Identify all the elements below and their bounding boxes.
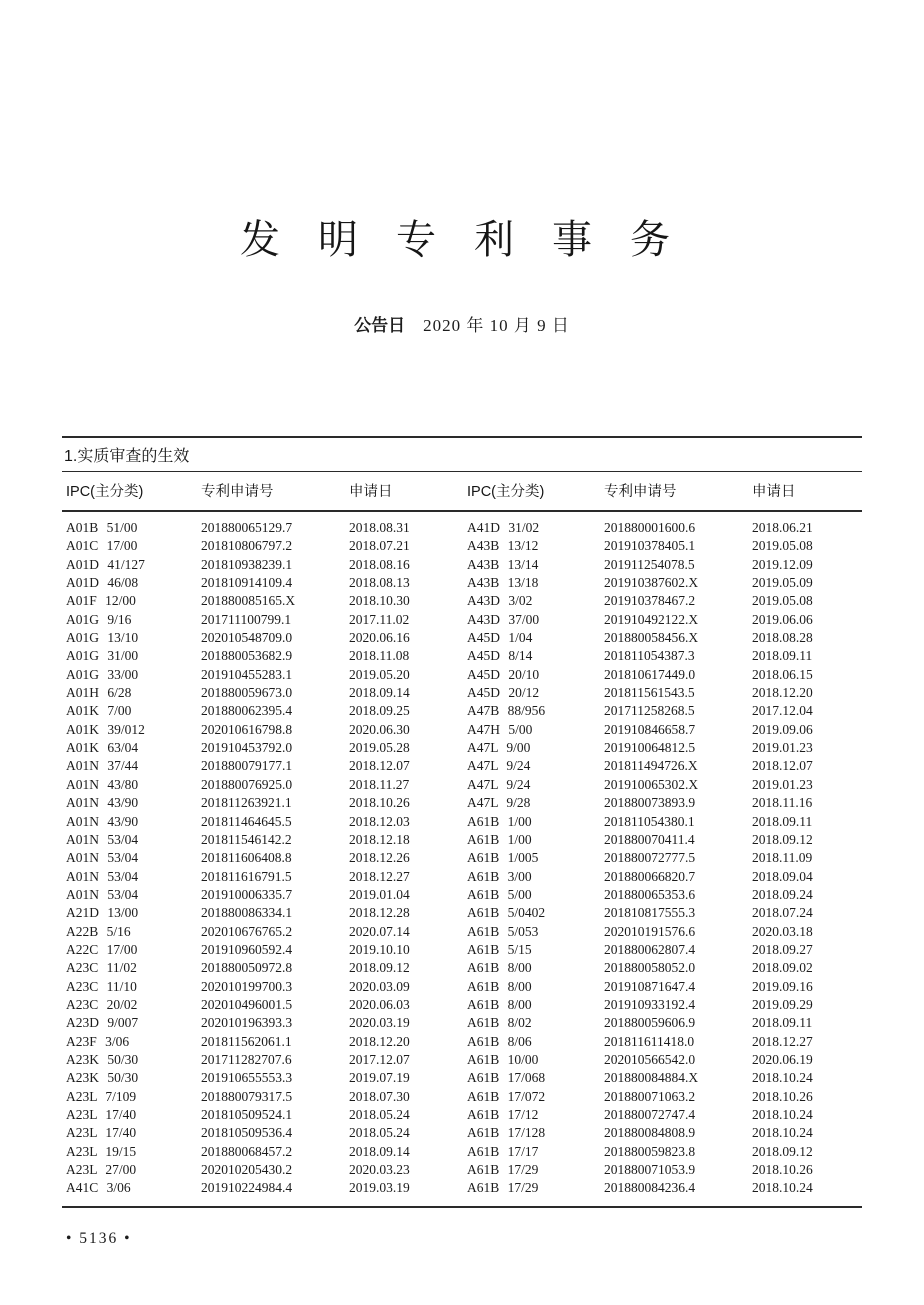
application-number: 201810617449.0	[604, 666, 696, 682]
application-number: 201880071063.2	[604, 1088, 696, 1104]
application-number: 201811611418.0	[604, 1033, 695, 1049]
application-number: 202010616798.8	[201, 721, 293, 737]
application-date: 2018.09.12	[349, 960, 410, 976]
rule-bottom	[62, 1206, 862, 1208]
application-date: 2018.12.27	[752, 1033, 813, 1049]
ipc-code: A01N 53/04	[66, 850, 139, 866]
ipc-code: A01K 39/012	[66, 721, 145, 737]
application-date: 2018.11.16	[752, 795, 813, 811]
application-date: 2017.12.04	[752, 703, 813, 719]
column-header-appno-left: 专利申请号	[201, 484, 274, 500]
application-number: 201911254078.5	[604, 556, 695, 572]
application-number: 201910065302.X	[604, 776, 699, 792]
application-number: 201880058052.0	[604, 960, 696, 976]
application-date: 2018.09.27	[752, 941, 813, 957]
application-date: 2020.03.23	[349, 1162, 410, 1178]
application-date: 2018.12.03	[349, 813, 410, 829]
ipc-code: A61B 5/15	[467, 941, 532, 957]
application-date: 2019.05.09	[752, 575, 813, 591]
ipc-code: A61B 8/00	[467, 978, 532, 994]
application-number: 201811546142.2	[201, 831, 292, 847]
application-number: 201880079317.5	[201, 1088, 293, 1104]
application-number: 201910006335.7	[201, 886, 293, 902]
application-date: 2018.12.18	[349, 831, 410, 847]
application-number: 201880065129.7	[201, 520, 293, 535]
application-date: 2018.10.26	[752, 1088, 813, 1104]
ipc-code: A45D 20/12	[467, 685, 540, 701]
application-date: 2018.11.27	[349, 776, 410, 792]
application-date: 2019.09.06	[752, 721, 813, 737]
ipc-code: A01N 53/04	[66, 868, 139, 884]
application-number: 201910064812.5	[604, 740, 696, 756]
application-number: 201880073893.9	[604, 795, 696, 811]
application-number: 201880059823.8	[604, 1143, 696, 1159]
ipc-code: A01K 63/04	[66, 740, 139, 756]
application-date: 2020.07.14	[349, 923, 410, 939]
ipc-code: A23L 17/40	[66, 1125, 137, 1141]
application-date: 2018.06.21	[752, 520, 813, 535]
application-number: 201880072777.5	[604, 850, 696, 866]
application-date: 2018.12.20	[752, 685, 813, 701]
application-number: 201880058456.X	[604, 630, 699, 646]
application-number: 201810914109.4	[201, 575, 293, 591]
ipc-code: A22C 17/00	[66, 941, 138, 957]
ipc-code: A45D 1/04	[467, 630, 533, 646]
application-date: 2019.03.19	[349, 1180, 410, 1196]
ipc-code: A61B 17/29	[467, 1162, 539, 1178]
table-header-row	[62, 472, 862, 510]
application-date: 2018.11.08	[349, 648, 410, 664]
application-number: 201880062395.4	[201, 703, 293, 719]
application-date: 2018.10.24	[752, 1180, 813, 1196]
application-number: 201880070411.4	[604, 831, 695, 847]
ipc-code: A61B 5/0402	[467, 905, 546, 921]
application-number: 201811054387.3	[604, 648, 695, 664]
application-date: 2018.10.24	[752, 1107, 813, 1122]
application-date: 2018.09.02	[752, 960, 813, 976]
ipc-code: A23C 20/02	[66, 996, 138, 1012]
application-date: 2018.12.27	[349, 868, 410, 884]
application-number: 201880059606.9	[604, 1015, 696, 1031]
ipc-code: A61B 8/00	[467, 960, 532, 976]
application-date: 2018.08.16	[349, 556, 410, 572]
ipc-code: A61B 17/12	[467, 1107, 539, 1122]
application-date: 2018.09.14	[349, 685, 410, 701]
ipc-code: A01D 41/127	[66, 556, 145, 572]
application-date: 2018.09.11	[752, 813, 813, 829]
application-number: 201910224984.4	[201, 1180, 293, 1196]
application-date: 2018.09.24	[752, 886, 813, 902]
application-date: 2019.05.08	[752, 593, 813, 609]
application-date: 2018.12.28	[349, 905, 410, 921]
application-number: 201910655553.3	[201, 1070, 293, 1086]
ipc-code: A61B 1/005	[467, 850, 539, 866]
ipc-code: A47L 9/24	[467, 776, 531, 792]
application-number: 201711258268.5	[604, 703, 695, 719]
ipc-code: A61B 3/00	[467, 868, 532, 884]
application-date: 2020.06.16	[349, 630, 410, 646]
application-date: 2018.06.15	[752, 666, 813, 682]
application-date: 2020.06.03	[349, 996, 410, 1012]
ipc-code: A45D 8/14	[467, 648, 533, 664]
application-number: 201880001600.6	[604, 520, 696, 535]
application-number: 201910455283.1	[201, 666, 293, 682]
application-date: 2020.03.19	[349, 1015, 410, 1031]
patent-table-body	[62, 512, 862, 1206]
ipc-code: A23L 7/109	[66, 1088, 137, 1104]
ipc-code: A01N 37/44	[66, 758, 139, 774]
application-date: 2018.09.11	[752, 1015, 813, 1031]
application-date: 2019.01.04	[349, 886, 410, 902]
ipc-code: A01H 6/28	[66, 685, 132, 701]
application-date: 2019.05.28	[349, 740, 410, 756]
application-number: 201711282707.6	[201, 1051, 292, 1067]
document-title: 发 明 专 利 事 务	[240, 217, 684, 262]
column-header-date-left: 申请日	[349, 484, 393, 500]
application-number: 201880068457.2	[201, 1143, 293, 1159]
ipc-code: A01G 13/10	[66, 630, 139, 646]
application-number: 201810509524.1	[201, 1107, 293, 1122]
ipc-code: A61B 17/128	[467, 1125, 546, 1141]
ipc-code: A45D 20/10	[467, 666, 540, 682]
application-number: 201880072747.4	[604, 1107, 696, 1122]
application-date: 2018.10.26	[349, 795, 410, 811]
application-date: 2018.08.28	[752, 630, 813, 646]
application-number: 201910960592.4	[201, 941, 293, 957]
ipc-code: A01G 31/00	[66, 648, 139, 664]
ipc-code: A23L 27/00	[66, 1162, 137, 1178]
application-number: 201880053682.9	[201, 648, 293, 664]
application-date: 2019.09.29	[752, 996, 813, 1012]
application-date: 2018.08.31	[349, 520, 410, 535]
ipc-code: A61B 8/00	[467, 996, 532, 1012]
ipc-code: A01N 43/80	[66, 776, 139, 792]
application-number: 201811561543.5	[604, 685, 695, 701]
application-date: 2019.10.10	[349, 941, 410, 957]
ipc-code: A47L 9/28	[467, 795, 531, 811]
application-date: 2018.12.26	[349, 850, 410, 866]
application-date: 2018.05.24	[349, 1107, 410, 1122]
application-date: 2018.12.07	[349, 758, 410, 774]
publication-date-line	[0, 311, 924, 336]
ipc-code: A47H 5/00	[467, 721, 533, 737]
application-number: 201880079177.1	[201, 758, 293, 774]
application-number: 202010676765.2	[201, 923, 293, 939]
application-date: 2018.10.30	[349, 593, 410, 609]
application-number: 201711100799.1	[201, 611, 292, 627]
ipc-code: A01N 53/04	[66, 886, 139, 902]
application-date: 2018.12.20	[349, 1033, 410, 1049]
application-date: 2018.11.09	[752, 850, 813, 866]
application-date: 2017.11.02	[349, 611, 410, 627]
ipc-code: A43B 13/18	[467, 575, 539, 591]
application-date: 2018.12.07	[752, 758, 813, 774]
ipc-code: A61B 17/072	[467, 1088, 546, 1104]
application-date: 2019.09.16	[752, 978, 813, 994]
ipc-code: A21D 13/00	[66, 905, 139, 921]
application-date: 2019.12.09	[752, 556, 813, 572]
application-date: 2018.09.12	[752, 831, 813, 847]
application-number: 201880066820.7	[604, 868, 696, 884]
application-number: 201880084884.X	[604, 1070, 699, 1086]
application-number: 202010205430.2	[201, 1162, 293, 1178]
application-date: 2019.01.23	[752, 740, 813, 756]
ipc-code: A61B 10/00	[467, 1051, 539, 1067]
ipc-code: A01C 17/00	[66, 538, 138, 554]
application-number: 201811054380.1	[604, 813, 695, 829]
ipc-code: A23C 11/02	[66, 960, 137, 976]
application-number: 201811494726.X	[604, 758, 698, 774]
application-date: 2018.07.21	[349, 538, 410, 554]
column-header-date-right: 申请日	[752, 484, 796, 500]
column-header-ipc-right: IPC(主分类)	[467, 484, 545, 500]
application-date: 2018.07.24	[752, 905, 813, 921]
application-number: 201880059673.0	[201, 685, 293, 701]
application-number: 201910492122.X	[604, 611, 699, 627]
application-date: 2019.07.19	[349, 1070, 410, 1086]
ipc-code: A23L 17/40	[66, 1107, 137, 1122]
application-number: 201880071053.9	[604, 1162, 696, 1178]
application-date: 2019.01.23	[752, 776, 813, 792]
application-number: 201910453792.0	[201, 740, 293, 756]
ipc-code: A61B 17/17	[467, 1143, 539, 1159]
ipc-code: A01F 12/00	[66, 593, 136, 609]
ipc-code: A01N 43/90	[66, 795, 139, 811]
application-date: 2019.05.20	[349, 666, 410, 682]
application-date: 2018.05.24	[349, 1125, 410, 1141]
application-number: 201910846658.7	[604, 721, 696, 737]
ipc-code: A01K 7/00	[66, 703, 132, 719]
application-number: 201880086334.1	[201, 905, 293, 921]
application-date: 2019.05.08	[752, 538, 813, 554]
application-date: 2019.06.06	[752, 611, 813, 627]
publication-date-label: 公告日	[354, 316, 406, 335]
application-date: 2018.10.24	[752, 1125, 813, 1141]
ipc-code: A61B 17/29	[467, 1180, 539, 1196]
application-number: 201880076925.0	[201, 776, 293, 792]
ipc-code: A43D 37/00	[467, 611, 540, 627]
publication-date-value: 2020 年 10 月 9 日	[423, 316, 570, 335]
ipc-code: A01B 51/00	[66, 520, 138, 535]
ipc-code: A61B 17/068	[467, 1070, 546, 1086]
ipc-code: A01N 43/90	[66, 813, 139, 829]
application-number: 201910871647.4	[604, 978, 696, 994]
application-date: 2020.03.18	[752, 923, 813, 939]
application-number: 201811606408.8	[201, 850, 292, 866]
application-date: 2018.09.14	[349, 1143, 410, 1159]
ipc-code: A23K 50/30	[66, 1070, 139, 1086]
ipc-code: A47L 9/24	[467, 758, 531, 774]
application-number: 201880065353.6	[604, 886, 696, 902]
ipc-code: A01G 9/16	[66, 611, 132, 627]
application-number: 202010199700.3	[201, 978, 293, 994]
application-date: 2018.09.25	[349, 703, 410, 719]
ipc-code: A61B 5/00	[467, 886, 532, 902]
ipc-code: A47L 9/00	[467, 740, 531, 756]
ipc-code: A01N 53/04	[66, 831, 139, 847]
application-date: 2018.08.13	[349, 575, 410, 591]
column-header-appno-right: 专利申请号	[604, 484, 677, 500]
ipc-code: A23F 3/06	[66, 1033, 130, 1049]
application-number: 201910378405.1	[604, 538, 696, 554]
application-number: 201880085165.X	[201, 593, 296, 609]
application-number: 201880084808.9	[604, 1125, 696, 1141]
application-date: 2018.10.26	[752, 1162, 813, 1178]
application-number: 201880050972.8	[201, 960, 293, 976]
application-date: 2018.07.30	[349, 1088, 410, 1104]
application-number: 202010496001.5	[201, 996, 293, 1012]
ipc-code: A01D 46/08	[66, 575, 139, 591]
ipc-code: A61B 1/00	[467, 831, 532, 847]
patent-table	[62, 436, 862, 1208]
ipc-code: A47B 88/956	[467, 703, 546, 719]
application-date: 2018.09.11	[752, 648, 813, 664]
ipc-code: A61B 8/02	[467, 1015, 532, 1031]
application-date: 2018.10.24	[752, 1070, 813, 1086]
application-number: 201810938239.1	[201, 556, 293, 572]
ipc-code: A01G 33/00	[66, 666, 139, 682]
application-date: 2017.12.07	[349, 1051, 410, 1067]
ipc-code: A41D 31/02	[467, 520, 540, 535]
application-date: 2018.09.12	[752, 1143, 813, 1159]
application-number: 201810817555.3	[604, 905, 696, 921]
application-number: 202010191576.6	[604, 923, 696, 939]
application-number: 201811562061.1	[201, 1033, 292, 1049]
application-number: 201811616791.5	[201, 868, 292, 884]
application-number: 201910387602.X	[604, 575, 699, 591]
application-number: 201810806797.2	[201, 538, 293, 554]
application-number: 202010196393.3	[201, 1015, 293, 1031]
ipc-code: A43D 3/02	[467, 593, 533, 609]
ipc-code: A61B 5/053	[467, 923, 539, 939]
column-header-ipc-left: IPC(主分类)	[66, 484, 144, 500]
application-number: 201880062807.4	[604, 941, 696, 957]
application-number: 201811263921.1	[201, 795, 292, 811]
ipc-code: A23C 11/10	[66, 978, 137, 994]
ipc-code: A22B 5/16	[66, 923, 131, 939]
application-number: 201910933192.4	[604, 996, 696, 1012]
ipc-code: A43B 13/14	[467, 556, 539, 572]
application-number: 201811464645.5	[201, 813, 292, 829]
ipc-code: A23L 19/15	[66, 1143, 137, 1159]
ipc-code: A23D 9/007	[66, 1015, 139, 1031]
application-date: 2020.06.30	[349, 721, 410, 737]
application-number: 201810509536.4	[201, 1125, 293, 1141]
page-number: • 5136 •	[66, 1229, 132, 1247]
ipc-code: A61B 1/00	[467, 813, 532, 829]
application-number: 202010548709.0	[201, 630, 293, 646]
application-date: 2018.09.04	[752, 868, 813, 884]
ipc-code: A61B 8/06	[467, 1033, 532, 1049]
application-number: 202010566542.0	[604, 1051, 696, 1067]
application-date: 2020.06.19	[752, 1051, 813, 1067]
ipc-code: A23K 50/30	[66, 1051, 139, 1067]
application-number: 201880084236.4	[604, 1180, 696, 1196]
application-number: 201910378467.2	[604, 593, 696, 609]
ipc-code: A41C 3/06	[66, 1180, 131, 1196]
ipc-code: A43B 13/12	[467, 538, 539, 554]
application-date: 2020.03.09	[349, 978, 410, 994]
section-title: 1.实质审查的生效	[64, 448, 190, 465]
